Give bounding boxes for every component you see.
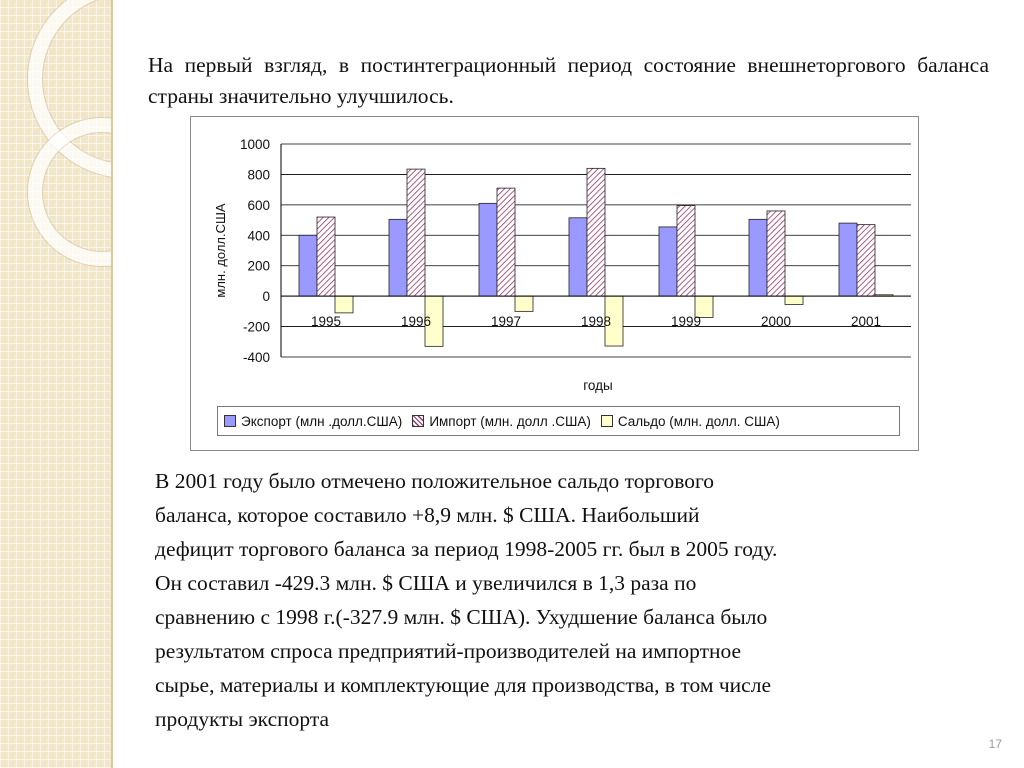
bar-saldo <box>515 296 533 311</box>
bar-import <box>317 217 335 296</box>
bar-export <box>749 219 767 296</box>
body-line: продукты экспорта <box>155 707 330 731</box>
page-number: 17 <box>988 737 1002 751</box>
body-line: сырье, материалы и комплектующие для производства, в том числе <box>155 673 771 697</box>
x-tick-label: 1999 <box>670 314 702 330</box>
bar-export <box>659 227 677 296</box>
trade-balance-chart <box>190 116 919 451</box>
body-line: баланса, которое составило +8,9 млн. $ США. Наибольший <box>155 503 700 527</box>
x-tick-label: 1998 <box>580 314 612 330</box>
chart-canvas <box>191 117 918 450</box>
legend-item-saldo <box>601 414 780 429</box>
y-tick-label: 600 <box>247 197 270 213</box>
body-line: Он составил -429.3 млн. $ США и увеличился в 1,3 раза по <box>155 571 697 595</box>
y-tick-label: -400 <box>242 350 270 365</box>
x-tick-label: 1997 <box>490 314 522 330</box>
x-tick-label: 2000 <box>760 314 792 330</box>
x-axis-title: годы <box>583 378 613 393</box>
x-tick-label: 1996 <box>400 314 432 330</box>
y-tick-label: 200 <box>247 258 270 274</box>
bar-saldo <box>335 296 353 313</box>
bar-export <box>299 235 317 296</box>
x-tick-label: 2001 <box>850 314 882 330</box>
bar-export <box>389 219 407 296</box>
x-tick-label: 1995 <box>310 314 342 330</box>
y-tick-label: -200 <box>242 319 270 335</box>
body-line: сравнению с 1998 г.(-327.9 млн. $ США). Ухудшение баланса было <box>155 605 768 629</box>
legend-item-export <box>224 414 402 429</box>
bar-import <box>407 169 425 296</box>
body-paragraph <box>155 464 1005 736</box>
legend-swatch-export <box>224 415 236 427</box>
decorative-ring <box>28 118 113 266</box>
y-tick-label: 1000 <box>239 137 270 152</box>
bar-export <box>839 223 857 296</box>
bar-import <box>857 225 875 297</box>
body-line: результатом спроса предприятий-производителей на импортное <box>155 639 742 663</box>
bar-import <box>677 206 695 297</box>
bar-export <box>479 203 497 296</box>
intro-paragraph: На первый взгляд, в постинтеграционный период состояние внешнеторгового баланса страны значительно улучшилось. <box>148 53 989 108</box>
bar-import <box>767 211 785 296</box>
legend-swatch-import <box>412 415 424 427</box>
legend-swatch-saldo <box>601 415 613 427</box>
legend-label-import: Импорт (млн. долл .США) <box>429 413 591 429</box>
bar-saldo <box>785 296 803 304</box>
body-line: дефицит торгового баланса за период 1998-2005 гг. был в 2005 году. <box>155 537 778 561</box>
bar-export <box>569 218 587 296</box>
chart-legend <box>217 406 900 436</box>
bar-import <box>587 168 605 296</box>
y-tick-label: 0 <box>262 289 270 305</box>
y-tick-label: 800 <box>247 167 270 183</box>
decorative-side-strip <box>0 0 113 768</box>
body-line: В 2001 году было отмечено положительное сальдо торгового <box>155 469 715 493</box>
legend-item-import <box>412 414 591 429</box>
legend-label-export: Экспорт (млн .долл.США) <box>241 413 403 429</box>
y-tick-label: 400 <box>247 228 270 244</box>
y-axis-title: млн. долл.США <box>213 203 228 298</box>
legend-label-saldo: Сальдо (млн. долл. США) <box>617 413 780 429</box>
bar-import <box>497 188 515 296</box>
